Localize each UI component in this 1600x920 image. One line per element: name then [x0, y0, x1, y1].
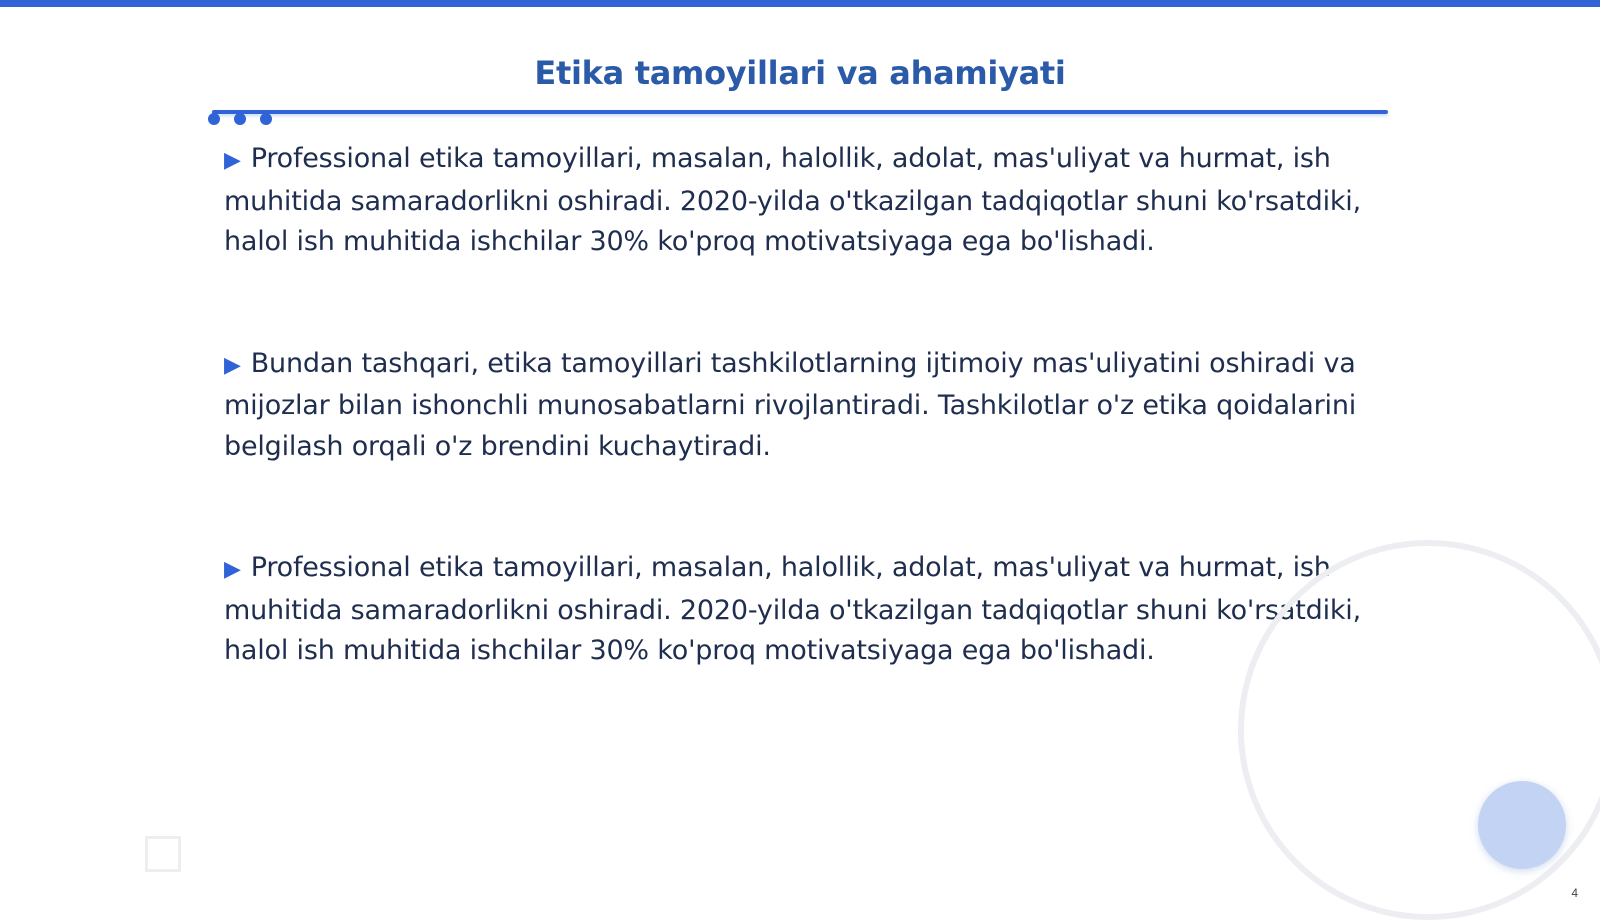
bullet-arrow-icon: ▶	[224, 557, 241, 582]
decorative-circle	[1478, 781, 1566, 869]
title-underline	[212, 110, 1388, 114]
top-accent-bar	[0, 0, 1600, 7]
slide-title: Etika tamoyillari va ahamiyati	[534, 54, 1066, 92]
bullet-item	[224, 139, 1392, 263]
bullet-item	[224, 344, 1392, 468]
decorative-square	[145, 836, 181, 872]
decorative-dot	[260, 113, 272, 125]
bullet-text: Professional etika tamoyillari, masalan, halollik, adolat, mas'uliyat va hurmat, ish muhitida samaradorlikni oshiradi. 2020-yilda o'tkazilgan tadqiqotlar shuni ko'rsatdiki, halol ish muhitida ishchilar 30% ko'proq motivatsiyaga ega bo'lishadi.	[224, 552, 1361, 666]
bullet-arrow-icon: ▶	[224, 148, 241, 173]
decorative-ring	[1238, 540, 1600, 920]
bullet-item	[224, 548, 1392, 672]
bullet-arrow-icon: ▶	[224, 352, 241, 378]
bullet-text: Bundan tashqari, etika tamoyillari tashkilotlarning ijtimoiy mas'uliyatini oshiradi va mijozlar bilan ishonchli munosabatlarni rivojlantiradi. Tashkilotlar o'z etika qoidalarini belgilash orqali o'z brendini kuchaytiradi.	[224, 347, 1357, 462]
decorative-dot	[234, 113, 246, 125]
page-number: 4	[1571, 886, 1578, 900]
decorative-dot	[208, 113, 220, 125]
bullet-list	[224, 139, 1392, 672]
bullet-text: Professional etika tamoyillari, masalan, halollik, adolat, mas'uliyat va hurmat, ish muhitida samaradorlikni oshiradi. 2020-yilda o'tkazilgan tadqiqotlar shuni ko'rsatdiki, halol ish muhitida ishchilar 30% ko'proq motivatsiyaga ega bo'lishadi.	[224, 143, 1361, 257]
